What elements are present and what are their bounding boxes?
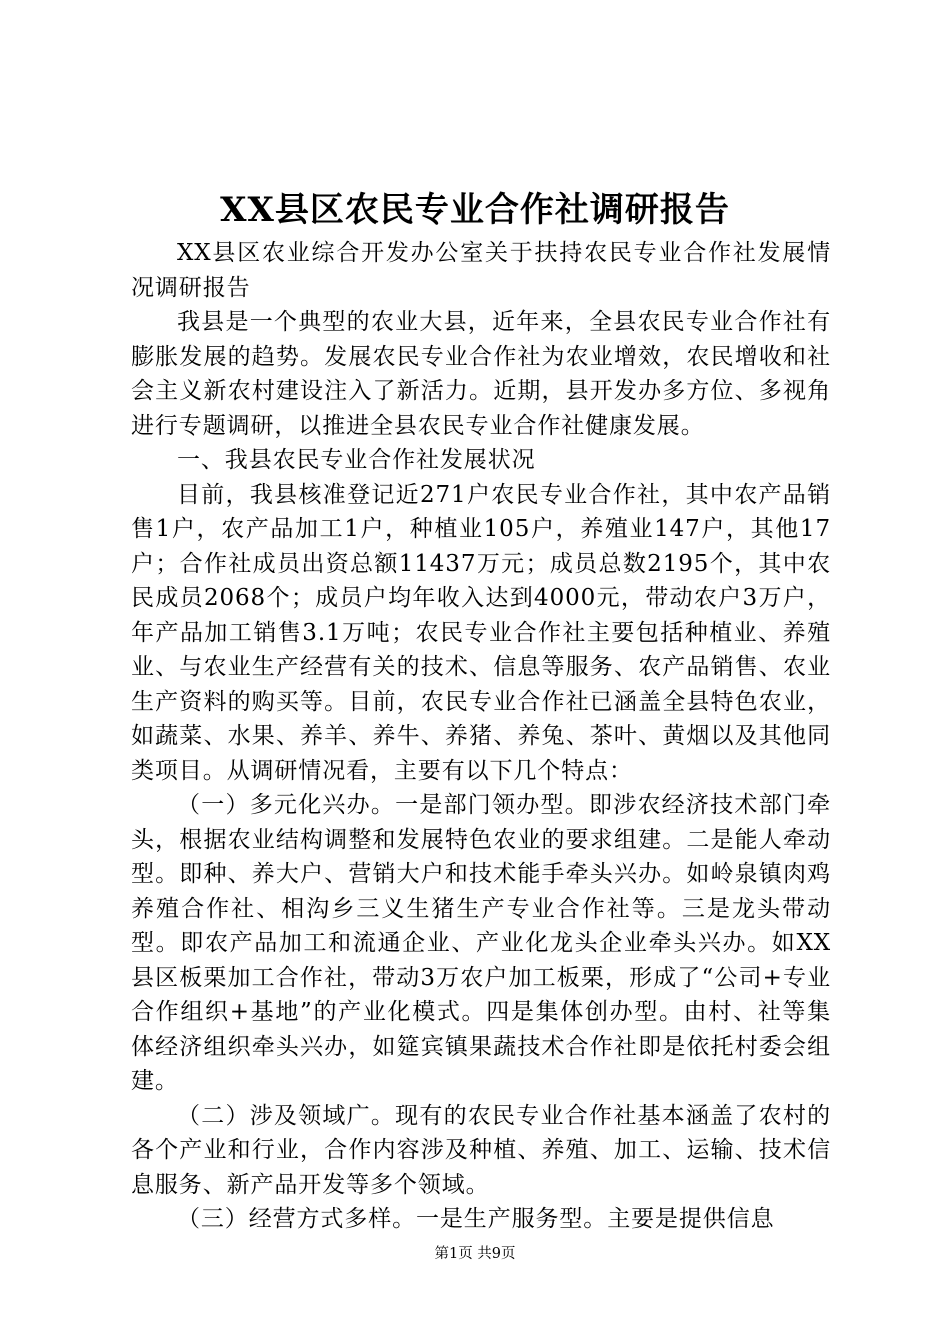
body-paragraph: 我县是一个典型的农业大县，近年来，全县农民专业合作社有膨胀发展的趋势。发展农民专业合作社为农业增效，农民增收和社会主义新农村建设注入了新活力。近期，县开发办多方位、多视角进行专题调研，以推进全县农民专业合作社健康发展。 <box>131 309 831 439</box>
document-body <box>131 236 831 1237</box>
page-footer: 第1页 共9页 <box>434 1246 516 1262</box>
body-paragraph: （三）经营方式多样。一是生产服务型。主要是提供信息 <box>177 1206 775 1232</box>
body-paragraph: （二）涉及领域广。现有的农民专业合作社基本涵盖了农村的各个产业和行业，合作内容涉及种植、养殖、加工、运输、技术信息服务、新产品开发等多个领域。 <box>131 1102 831 1198</box>
section-heading: 一、我县农民专业合作社发展状况 <box>177 447 536 473</box>
body-paragraph: （一）多元化兴办。一是部门领办型。即涉农经济技术部门牵头，根据农业结构调整和发展特色农业的要求组建。二是能人牵动型。即种、养大户、营销大户和技术能手牵头兴办。如岭泉镇肉鸡养殖合作社、相沟乡三义生猪生产专业合作社等。三是龙头带动型。即农产品加工和流通企业、产业化龙头企业牵头兴办。如XX县区板栗加工合作社，带动3万农户加工板栗，形成了“公司+专业合作组织+基地”的产业化模式。四是集体创办型。由村、社等集体经济组织牵头兴办，如筵宾镇果蔬技术合作社即是依托村委会组建。 <box>131 792 831 1094</box>
body-paragraph: 目前，我县核准登记近271户农民专业合作社，其中农产品销售1户，农产品加工1户，种植业105户，养殖业147户，其他17户；合作社成员出资总额11437万元；成员总数2195个，其中农民成员2068个；成员户均年收入达到4000元，带动农户3万户，年产品加工销售3.1万吨；农民专业合作社主要包括种植业、养殖业、与农业生产经营有关的技术、信息等服务、农产品销售、农业生产资料的购买等。目前，农民专业合作社已涵盖全县特色农业，如蔬菜、水果、养羊、养牛、养猪、养兔、茶叶、黄烟以及其他同类项目。从调研情况看，主要有以下几个特点： <box>131 481 831 784</box>
body-paragraph: XX县区农业综合开发办公室关于扶持农民专业合作社发展情况调研报告 <box>131 240 831 301</box>
document-title: XX县区农民专业合作社调研报告 <box>220 190 730 230</box>
